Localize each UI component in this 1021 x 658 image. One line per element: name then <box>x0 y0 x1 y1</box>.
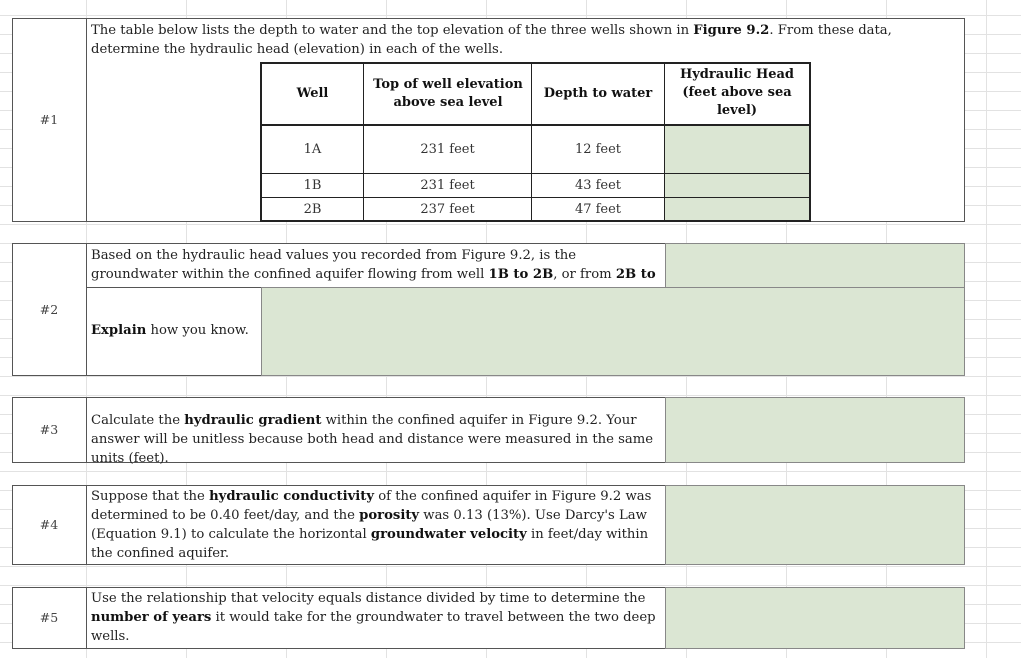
col-header-top-elevation: Top of well elevation above sea level <box>373 77 523 110</box>
q1-prompt: The table below lists the depth to water and the top elevation of the three wells shown in Figure 9.2. From these data, determine the hydraulic head (elevation) in each of the wells. <box>91 23 892 57</box>
q2-question: Based on the hydraulic head values you recorded from Figure 9.2, is the groundwater within the confined aquifer flowing from well 1B to 2B, or from 2B to <box>91 248 656 282</box>
cell-depth-1A: 12 feet <box>574 142 622 157</box>
cell-well-2B: 2B <box>303 202 322 217</box>
head-answer-2B[interactable] <box>665 198 809 220</box>
col-header-hydraulic-head: Hydraulic Head (feet above sea level) <box>679 67 795 118</box>
q3-number: #3 <box>39 422 59 437</box>
head-answer-1B[interactable] <box>665 174 809 197</box>
q1-number: #1 <box>39 112 59 127</box>
q4-answer[interactable] <box>665 485 965 565</box>
q5-number: #5 <box>39 610 59 625</box>
cell-top-1A: 231 feet <box>420 142 475 157</box>
col-header-well: Well <box>296 86 329 101</box>
col-header-depth: Depth to water <box>543 86 653 101</box>
q1-figure-ref: Figure 9.2 <box>693 23 770 38</box>
q2-answer-explain[interactable] <box>261 287 965 376</box>
q5-question: Use the relationship that velocity equals distance divided by time to determine the number of years it would take for the groundwater to travel between the two deep wells. <box>91 591 656 644</box>
q2-answer-direction[interactable] <box>665 243 965 288</box>
cell-depth-2B: 47 feet <box>574 202 622 217</box>
q5-answer[interactable] <box>665 587 965 649</box>
q3-question: Calculate the hydraulic gradient within the confined aquifer in Figure 9.2. Your answer will be unitless because both head and distance were measured in the same units (feet). <box>91 413 654 466</box>
wells-table <box>260 62 811 222</box>
q4-question: Suppose that the hydraulic conductivity of the confined aquifer in Figure 9.2 was determined to be 0.40 feet/day, and the porosity was 0.13 (13%). Use Darcy's Law (Equation 9.1) to calculate the horizontal groundwater velocity in feet/day within the confined aquifer. <box>91 489 652 561</box>
cell-top-2B: 237 feet <box>420 202 475 217</box>
cell-depth-1B: 43 feet <box>574 178 622 193</box>
q2-explain-label: Explain how you know. <box>91 323 249 338</box>
cell-well-1B: 1B <box>303 178 322 193</box>
q2-number: #2 <box>39 302 59 317</box>
cell-top-1B: 231 feet <box>420 178 475 193</box>
head-answer-1A[interactable] <box>665 126 809 173</box>
cell-well-1A: 1A <box>303 142 322 157</box>
q3-answer[interactable] <box>665 397 965 463</box>
q4-number: #4 <box>39 517 59 532</box>
